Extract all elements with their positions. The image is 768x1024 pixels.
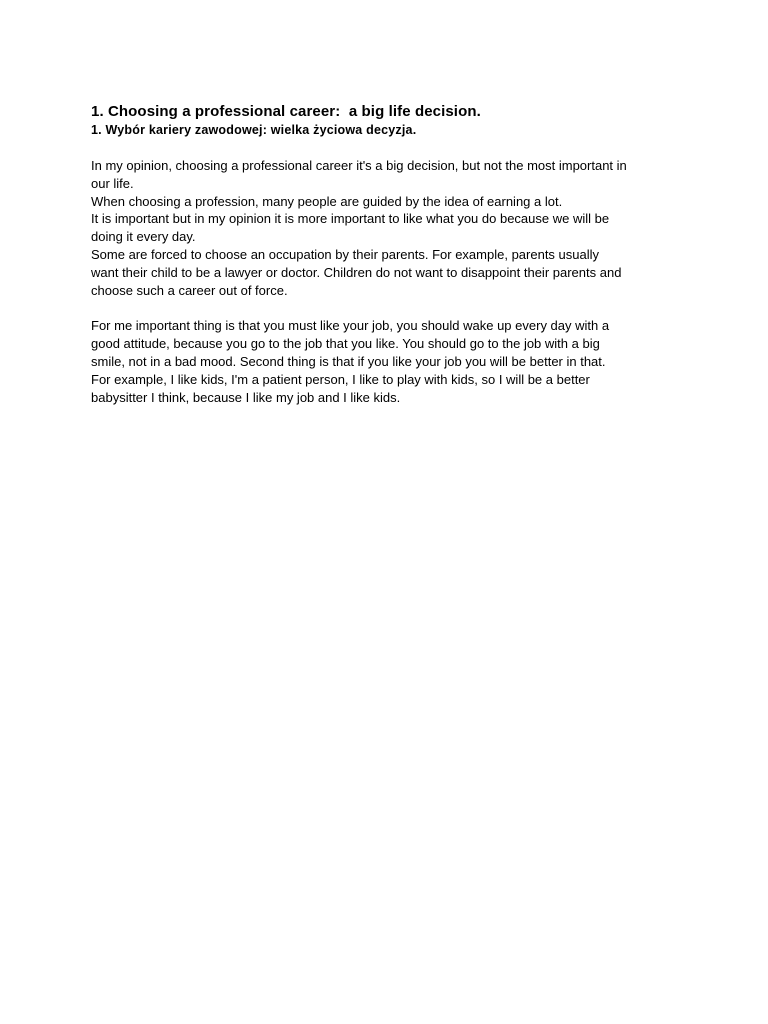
document-content (91, 102, 691, 424)
paragraph-line: When choosing a profession, many people are guided by the idea of earning a lot. (91, 193, 563, 209)
paragraph-line: For me important thing is that you must like your job, you should wake up every day with a (91, 318, 610, 334)
document-subtitle: 1. Wybór kariery zawodowej: wielka życiowa decyzja. (91, 123, 417, 137)
paragraph-line: good attitude, because you go to the job that you like. You should go to the job with a big (91, 336, 600, 352)
paragraph-line: babysitter I think, because I like my job and I like kids. (91, 389, 401, 405)
paragraph-line: doing it every day. (91, 229, 196, 245)
paragraph-line: Some are forced to choose an occupation by their parents. For example, parents usually (91, 246, 600, 262)
paragraph-line: For example, I like kids, I'm a patient person, I like to play with kids, so I will be a better (91, 371, 590, 387)
paragraph-line: smile, not in a bad mood. Second thing is that if you like your job you will be better in that. (91, 353, 606, 369)
paragraph-line: our life. (91, 175, 134, 191)
paragraph-line: It is important but in my opinion it is more important to like what you do because we will be (91, 211, 610, 227)
paragraph-line: In my opinion, choosing a professional career it's a big decision, but not the most important in (91, 158, 627, 173)
paragraph-line: choose such a career out of force. (91, 282, 288, 298)
paragraph-line: want their child to be a lawyer or doctor. Children do not want to disappoint their parents and (91, 264, 622, 280)
paragraph-2 (91, 317, 691, 406)
paragraph-1 (91, 157, 691, 299)
document-title: 1. Choosing a professional career: a big life decision. (91, 103, 481, 120)
